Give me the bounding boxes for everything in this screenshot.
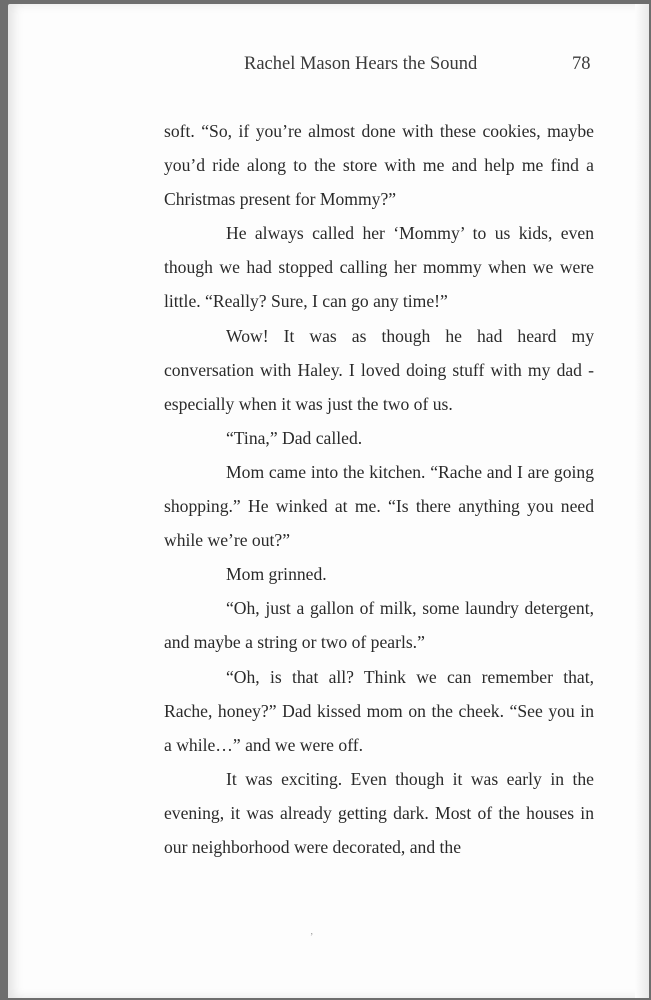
book-page <box>8 4 649 998</box>
paragraph-9: It was exciting. Even though it was early in the evening, it was already getting dark. Most of the houses in our neighborhood were decorated, and the <box>164 768 594 857</box>
paragraph-4: “Tina,” Dad called. <box>226 427 363 448</box>
paragraph-2: He always called her ‘Mommy’ to us kids, even though we had stopped calling her mommy when we were little. “Really? Sure, I can go any time!” <box>164 223 594 312</box>
paragraph-7: “Oh, just a gallon of milk, some laundry detergent, and maybe a string or two of pearls.” <box>164 598 594 653</box>
paragraph-3: Wow! It was as though he had heard my conversation with Haley. I loved doing stuff with my dad - especially when it was just the two of us. <box>164 325 594 414</box>
paragraph-6: Mom grinned. <box>226 564 327 585</box>
page-number: 78 <box>572 54 591 74</box>
paragraph-1: soft. “So, if you’re almost done with these cookies, maybe you’d ride along to the store with me and help me find a Christmas present for Mommy?” <box>164 121 594 210</box>
running-header <box>8 54 649 80</box>
body-text <box>164 114 594 864</box>
paragraph-5: Mom came into the kitchen. “Rache and I are going shopping.” He winked at me. “Is there anything you need while we’re out?” <box>164 461 594 551</box>
running-title: Rachel Mason Hears the Sound <box>244 54 478 74</box>
print-mark: ’ <box>310 932 314 943</box>
paragraph-8: “Oh, is that all? Think we can remember that, Rache, honey?” Dad kissed mom on the cheek. “See you in a while…” and we were off. <box>164 666 594 755</box>
page-edge <box>635 4 649 998</box>
